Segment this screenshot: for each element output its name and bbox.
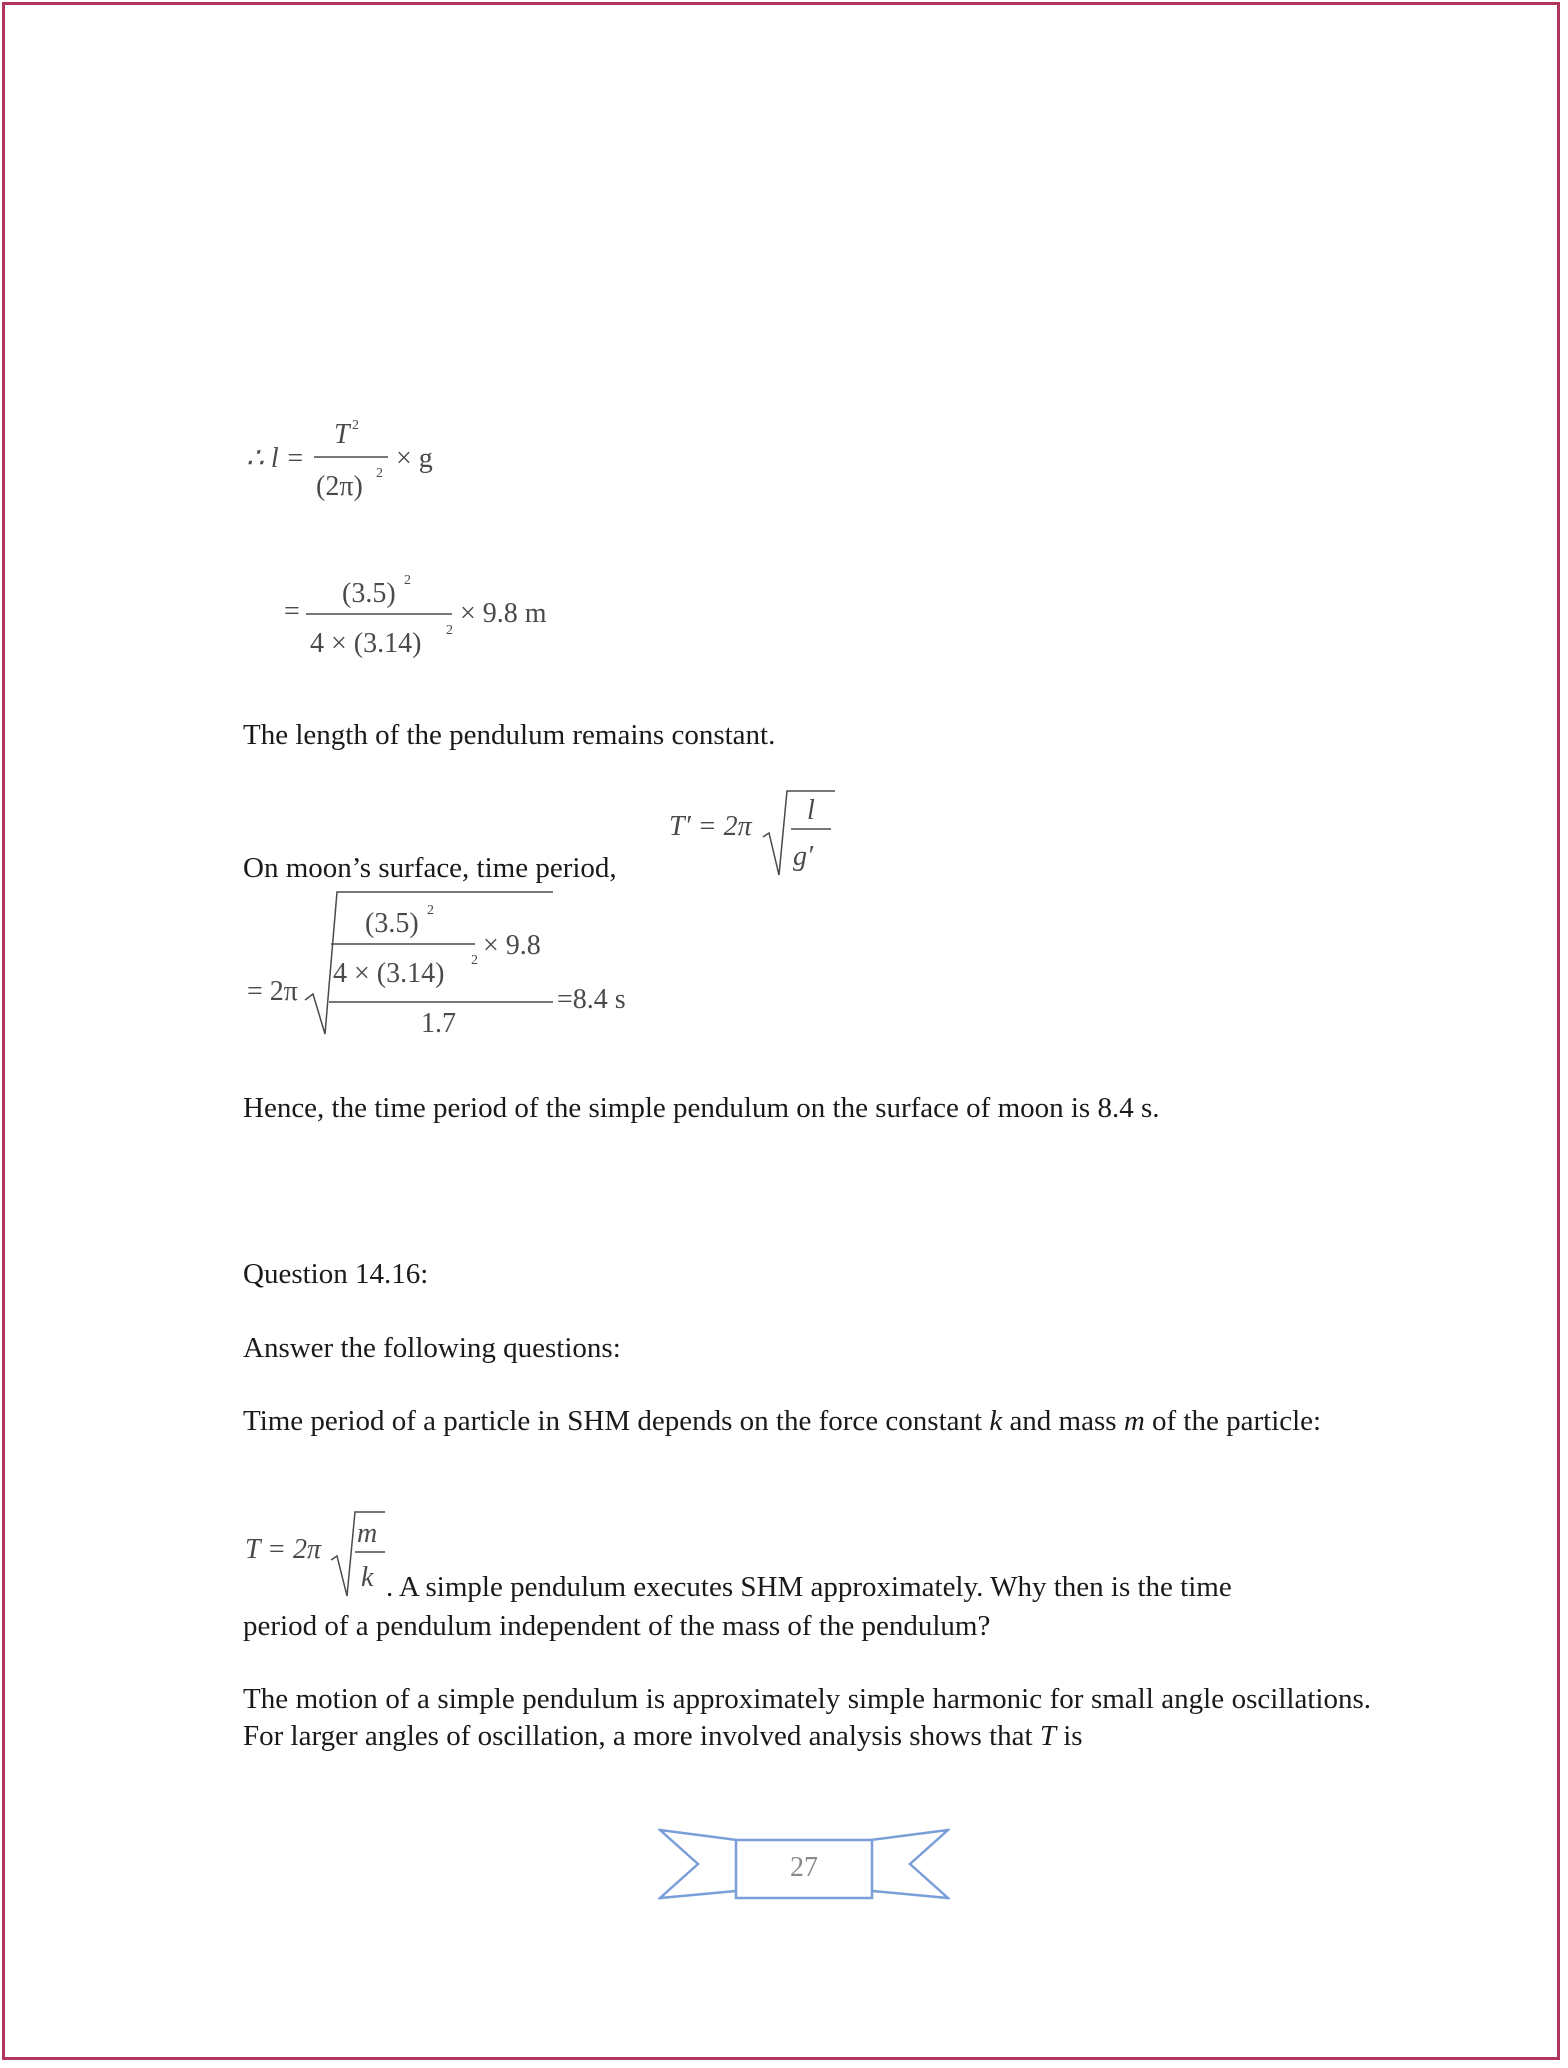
moon-period-label: On moon’s surface, time period,: [243, 852, 617, 884]
eq-inner-denominator: 4 × (3.14): [333, 958, 445, 989]
eq-outer-denominator: 1.7: [421, 1008, 456, 1039]
equation-shm-period: [243, 1508, 393, 1603]
question-text-part3: of the particle:: [1144, 1405, 1322, 1437]
hence-text: Hence, the time period of the simple pendulum on the surface of moon is 8.4 s.: [243, 1092, 1160, 1124]
eq-num-exponent: 2: [352, 418, 359, 433]
eq-lhs: = 2π: [247, 976, 298, 1007]
eq-inner-num-exponent: 2: [427, 903, 434, 918]
eq-denominator: (2π): [316, 471, 363, 502]
eq-numerator: T: [334, 419, 350, 450]
eq-denominator: 4 × (3.14): [310, 628, 422, 659]
question-paragraph: [243, 1403, 1371, 1440]
equation-moon-period: [665, 785, 845, 885]
symbol-T: T: [1039, 1720, 1056, 1752]
instruction-text: Answer the following questions:: [243, 1332, 621, 1364]
eq-den-exponent: 2: [376, 466, 383, 481]
eq-inner-den-exponent: 2: [471, 953, 478, 968]
eq-result: =8.4 s: [557, 984, 626, 1015]
page-number: 27: [790, 1852, 818, 1883]
eq-rhs: × 9.8 m: [460, 598, 547, 629]
question-line2: period of a pendulum independent of the mass of the pendulum?: [243, 1610, 991, 1642]
page-number-ribbon: [658, 1826, 950, 1908]
equation-moon-value: [245, 888, 665, 1038]
eq-den-exponent: 2: [446, 623, 453, 638]
eq-rhs: × g: [396, 443, 433, 474]
eq-numerator: (3.5): [342, 578, 396, 609]
length-constant-text: The length of the pendulum remains constant.: [243, 719, 776, 751]
answer-text-part1: The motion of a simple pendulum is approximately simple harmonic for small angle oscillations. For larger angles of oscillation, a more involved analysis shows that: [243, 1683, 1371, 1752]
symbol-k: k: [989, 1405, 1003, 1437]
symbol-m: m: [1123, 1405, 1145, 1437]
eq-lhs: =: [284, 596, 300, 627]
eq-inner-numerator: (3.5): [365, 908, 419, 939]
eq-lhs: T = 2π: [245, 1534, 321, 1565]
question-after-formula: . A simple pendulum executes SHM approximately. Why then is the time: [386, 1571, 1232, 1603]
eq-num-exponent: 2: [404, 573, 411, 588]
question-text-part2: and mass: [1002, 1405, 1124, 1437]
eq-times: × 9.8: [483, 930, 541, 961]
answer-text-part2: is: [1055, 1720, 1083, 1752]
eq-denominator: g′: [793, 841, 814, 872]
eq-numerator: m: [357, 1518, 378, 1549]
eq-lhs: ∴ l =: [246, 443, 305, 474]
question-text-part1: Time period of a particle in SHM depends on the force constant: [243, 1405, 990, 1437]
answer-paragraph: [243, 1681, 1371, 1755]
eq-numerator: l: [807, 795, 815, 826]
question-title: Question 14.16:: [243, 1258, 429, 1290]
eq-denominator: k: [361, 1562, 374, 1593]
eq-lhs: T′ = 2π: [669, 811, 752, 842]
equation-length-formula: [240, 415, 460, 515]
equation-length-value: [280, 570, 600, 670]
